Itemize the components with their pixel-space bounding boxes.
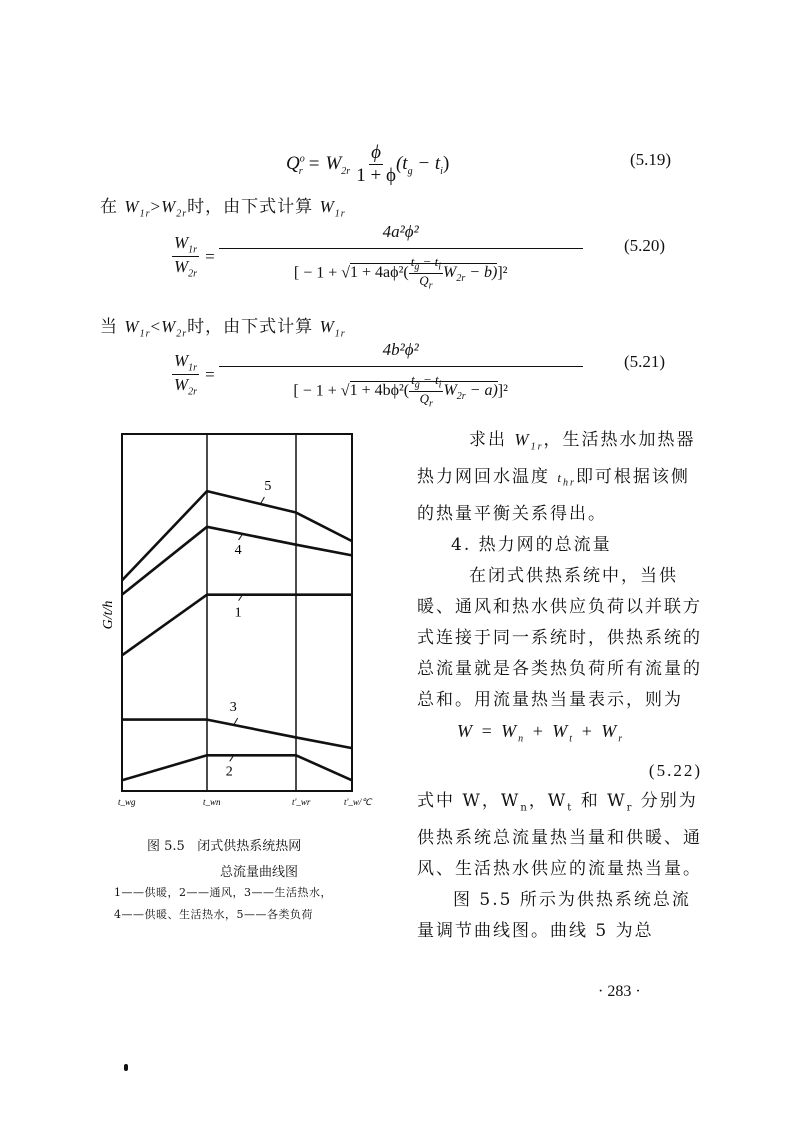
legend-line-2: 4——供暖、生活热水，5——各类负荷 [114,908,313,921]
x-tick-label: t'_wr [292,797,311,807]
equation-5-22: $W = W_n + W_t + W_r$ [457,720,625,745]
eq520-lhs: $\frac{W_{1r}}{W_{2r}}$ [174,233,198,280]
series-label-4: 4 [234,542,242,558]
eq519-lhs: $Q^o_r$ [286,153,305,178]
eq519-fraction: $\frac{\phi}{1 + \phi}$ [356,142,396,186]
series-line-3 [122,720,352,749]
stray-mark [124,1064,128,1071]
series-line-1 [122,595,352,656]
figure-caption [135,835,385,880]
series-line-4 [122,527,352,595]
caption-line-1: 图 5.5 闭式供热系统热网 [147,839,302,854]
equation-number-5-22: (5.22) [648,760,702,780]
series-label-5: 5 [264,478,272,494]
eq521-rhs: 4b²ϕ² [ − 1 + √1 + 4bϕ²( $\frac{t_g - t_i}{Q_r}$ $W_{2r} - a)]^2$ [221,340,581,410]
caption-line-2: 总流量曲线图 [220,865,299,880]
chart-series-group [122,491,352,780]
section-heading: 4. 热力网的总流量 [451,534,612,555]
equation-number-5-20: (5.20) [624,236,666,255]
series-label-1: 1 [234,605,242,621]
equation-5-19: $Q^o_r = W_{2r}$ $\frac{\phi}{1 + \phi}$ $(t_g - t_i)$ [286,142,450,186]
x-tick-label: t_wg [118,797,136,807]
eq521-lhs: $\frac{W_{1r}}{W_{2r}}$ [174,351,198,398]
paragraph-3: 式中 W，$W_n$，$W_t$ 和 $W_r$ 分别为供热系统总流量热当量和供暖、通风、生活热水供应的流量热当量。 [417,790,702,879]
equation-number-5-19: (5.19) [630,150,672,169]
series-label-3: 3 [229,699,237,715]
equation-5-20: $\frac{W_{1r}}{W_{2r}}$ = 4a²ϕ² [ − 1 + √1 + 4aϕ²( $\frac{t_g - t_i}{Q_r}$ $W_{2r} - b)]^2$ [172,222,581,292]
eq520-rhs: 4a²ϕ² [ − 1 + √1 + 4aϕ²( $\frac{t_g - t_i}{Q_r}$ $W_{2r} - b)]^2$ [221,222,581,292]
series-label-2: 2 [225,764,233,780]
x-tick-label: t'_w/℃ [344,797,372,807]
series-leader-3 [234,718,238,725]
series-leader-5 [260,497,264,504]
series-line-2 [122,755,352,780]
page-number: · 283 · [598,983,641,1000]
chart-labels-group [118,479,372,807]
paragraph-4: 图 5.5 所示为供热系统总流量调节曲线图。曲线 5 为总 [417,889,691,941]
x-tick-label: t_wn [203,797,221,807]
condition-line-greater: 在 $W_{1r}>W_{2r}$时，由下式计算 $W_{1r}$ [100,197,346,220]
paragraph-1: 求出 $W_{1r}$，生活热水加热器热力网回水温度 $t_{hr}$即可根据该侧的热量平衡关系得出。 [417,430,696,524]
equation-number-5-21: (5.21) [624,352,666,371]
eq519-w: $W_{2r}$ [325,153,351,178]
legend-line-1: 1——供暖，2——通风，3——生活热水， [114,886,332,899]
figure-legend [114,884,332,922]
flow-chart [100,425,375,825]
equation-5-21: $\frac{W_{1r}}{W_{2r}}$ = 4b²ϕ² [ − 1 + √1 + 4bϕ²( $\frac{t_g - t_i}{Q_r}$ $W_{2r} - a)]^2$ [172,340,581,410]
condition-line-less: 当 $W_{1r}<W_{2r}$时，由下式计算 $W_{1r}$ [100,317,346,340]
paragraph-2: 在闭式供热系统中，当供暖、通风和热水供应负荷以并联方式连接于同一系统时，供热系统的总流量就是各类热负荷所有流量的总和。用流量热当量表示，则为 [417,565,702,710]
right-column-text [417,424,702,947]
y-axis-label: G/t/h [101,600,116,630]
